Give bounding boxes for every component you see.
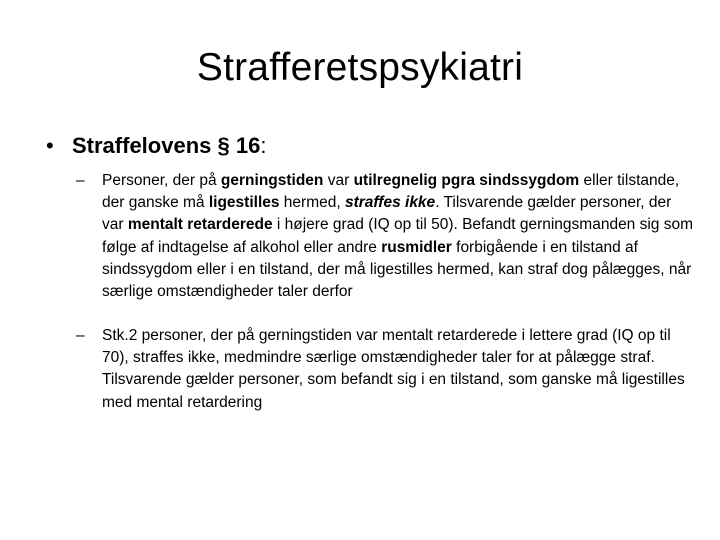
dash-bullet: – [76, 172, 85, 189]
main-bullet-label: Straffelovens § 16 [72, 133, 261, 158]
sub-item-2 [76, 325, 696, 414]
text-segment: eller tilstande, der ganske må [102, 172, 680, 212]
bold-term-ligestilles: ligestilles [208, 194, 280, 212]
text-segment: . Tilsvarende gælder personer, der var [102, 194, 672, 234]
bold-italic-straffes-ikke: straffes ikke [344, 194, 436, 212]
bold-term-mentalt-retarderede: mentalt retarderede [127, 216, 273, 234]
bold-term-rusmidler: rusmidler [381, 238, 452, 256]
sub-item-2-text: Stk.2 personer, der på gerningstiden var mentalt retarderede i lettere grad (IQ op til 70), straffes ikke, medmindre særlige omstændigheder taler for at pålægge straf. Tilsvarende gælder personer, som befandt sig i en tilstand, som ganske må ligestilles med mental retardering [102, 327, 685, 411]
text-segment: Personer, der på [102, 172, 221, 189]
text-segment: hermed, [279, 194, 345, 212]
bold-term-gerningstiden: gerningstiden [220, 172, 324, 189]
main-bullet-colon: : [260, 133, 267, 158]
bullet-dot: • [46, 133, 54, 158]
dash-bullet: – [76, 327, 85, 344]
slide-title: Strafferetspsykiatri [196, 46, 524, 89]
text-segment: forbigående i en tilstand af sindssygdom eller i en tilstand, der må ligestilles hermed, kan straf dog pålægges, når særlige omstændigheder taler derfor [102, 238, 692, 301]
sub-item-1 [76, 170, 696, 303]
text-segment: i højere grad (IQ op til 50). Befandt gerningsmanden sig som følge af indtagelse af alkohol eller andre [102, 216, 694, 256]
sub-item-1-text [102, 170, 696, 303]
text-segment: var [323, 172, 354, 189]
bold-term-utilregnelig: utilregnelig pgra sindssygdom [353, 172, 580, 189]
main-bullet [46, 132, 686, 160]
